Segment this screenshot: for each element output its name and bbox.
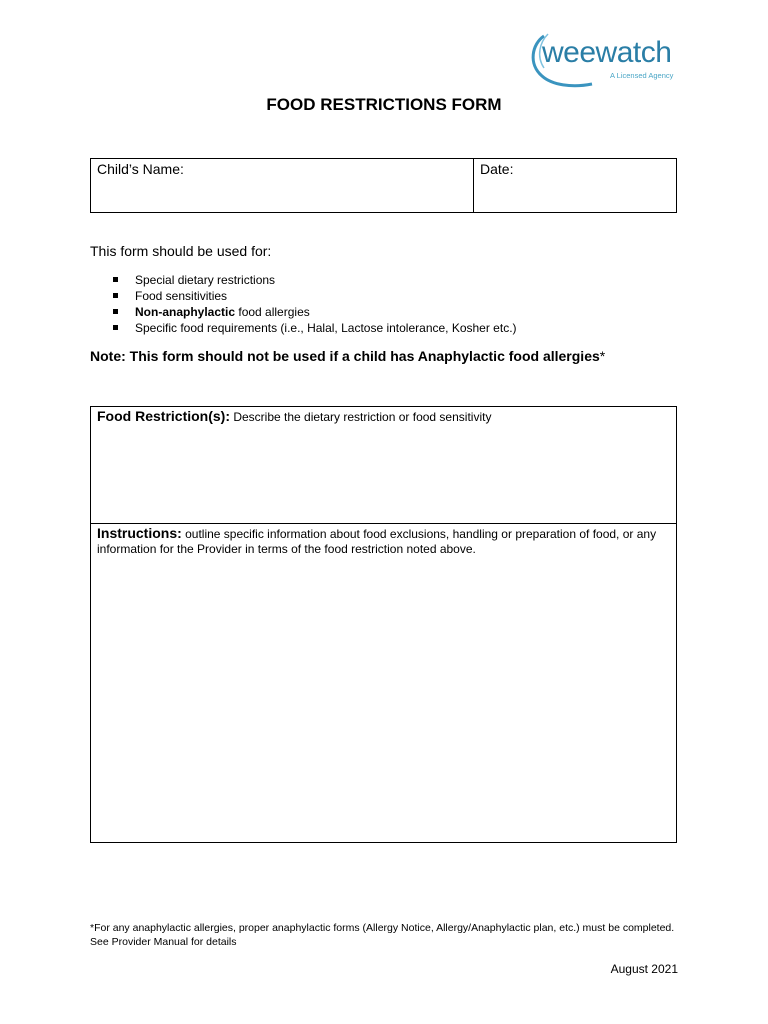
child-info-table bbox=[90, 158, 677, 213]
food-restrictions-label: Food Restriction(s): bbox=[97, 408, 230, 424]
list-item bbox=[110, 272, 517, 288]
intro-text: This form should be used for: bbox=[90, 243, 272, 259]
list-item-text: Special dietary restrictions bbox=[135, 273, 276, 287]
date-label: Date: bbox=[480, 161, 514, 177]
list-item bbox=[110, 304, 517, 320]
food-restrictions-description: Describe the dietary restriction or food sensitivity bbox=[230, 410, 492, 424]
bullet-icon bbox=[113, 293, 118, 298]
food-restrictions-prompt bbox=[91, 407, 676, 427]
list-item-bold: Non-anaphylactic bbox=[135, 305, 236, 319]
instructions-label: Instructions: bbox=[97, 525, 182, 541]
note-text: Note: This form should not be used if a child has Anaphylactic food allergies bbox=[90, 348, 600, 364]
food-restrictions-box[interactable] bbox=[90, 406, 677, 524]
page-title: FOOD RESTRICTIONS FORM bbox=[266, 95, 502, 114]
usage-list bbox=[110, 272, 517, 336]
logo-wordmark: weewatch bbox=[542, 36, 672, 69]
bullet-icon bbox=[113, 325, 118, 330]
bullet-icon bbox=[113, 277, 118, 282]
child-name-label: Child’s Name: bbox=[97, 161, 184, 177]
instructions-box[interactable] bbox=[90, 523, 677, 843]
list-item bbox=[110, 320, 517, 336]
weewatch-logo bbox=[530, 30, 680, 92]
child-name-field[interactable] bbox=[91, 159, 474, 212]
note-asterisk: * bbox=[599, 348, 606, 364]
logo-tagline: A Licensed Agency bbox=[610, 71, 674, 80]
anaphylactic-note bbox=[90, 348, 605, 364]
footnote: *For any anaphylactic allergies, proper anaphylactic forms (Allergy Notice, Allergy/Anaphylactic plan, etc.) must be completed. See Provider Manual for details bbox=[90, 922, 675, 948]
date-field[interactable] bbox=[474, 159, 676, 212]
instructions-description: outline specific information about food exclusions, handling or preparation of food, or any information for the Provider in terms of the food restriction noted above. bbox=[97, 527, 657, 556]
instructions-prompt bbox=[91, 524, 676, 559]
bullet-icon bbox=[113, 309, 118, 314]
revision-date: August 2021 bbox=[610, 962, 678, 976]
list-item-text: Specific food requirements (i.e., Halal, Lactose intolerance, Kosher etc.) bbox=[135, 321, 517, 335]
list-item bbox=[110, 288, 517, 304]
list-item-text: Food sensitivities bbox=[135, 289, 228, 303]
list-item-text: food allergies bbox=[235, 305, 310, 319]
